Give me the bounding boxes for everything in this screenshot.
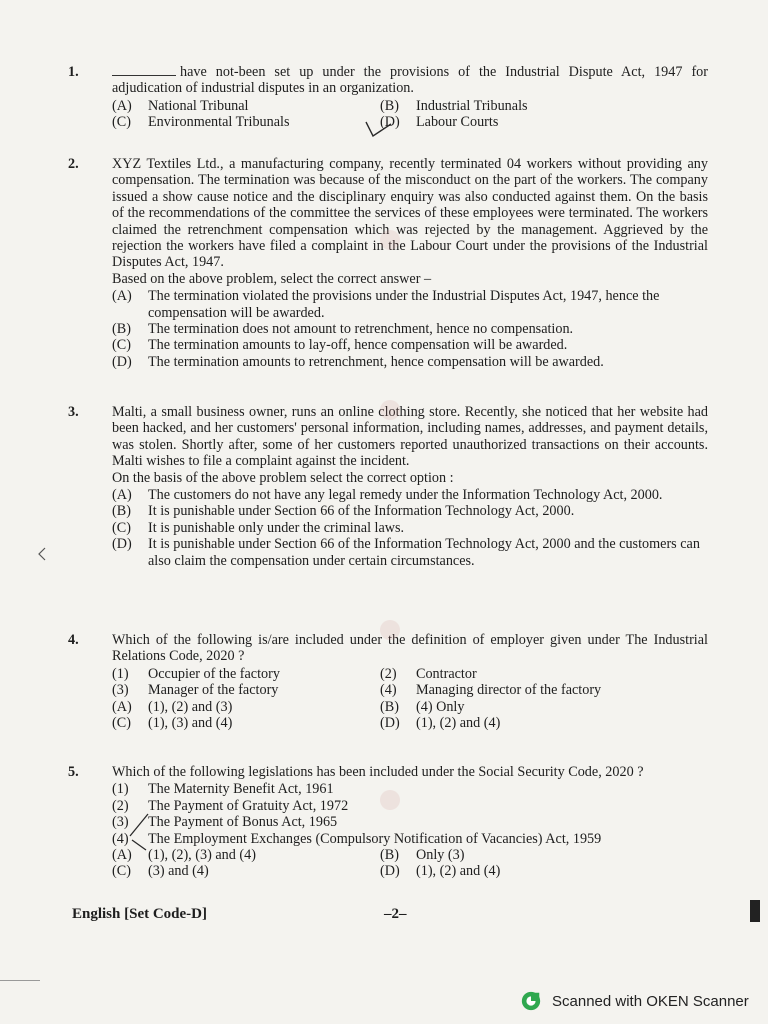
option-a: (A) National Tribunal [112, 97, 249, 114]
question-number: 3. [68, 404, 79, 420]
option-c: (C) (3) and (4) [112, 863, 209, 880]
question-prompt: Based on the above problem, select the correct answer – [112, 270, 432, 287]
option-c: (C) (1), (3) and (4) [112, 715, 233, 732]
page-number: –2– [384, 906, 407, 922]
question-number: 5. [68, 764, 79, 780]
question-number: 1. [68, 64, 79, 80]
option-b: (B) Only (3) [380, 847, 465, 864]
scanner-watermark [520, 990, 749, 1012]
item-2: (2) The Payment of Gratuity Act, 1972 [112, 797, 349, 814]
items-list [112, 781, 708, 847]
scanner-text: Scanned with OKEN Scanner [552, 992, 749, 1010]
option-a: (A) The customers do not have any legal remedy under the Information Technology Act, 2000. [112, 487, 663, 504]
option-d: (D) (1), (2) and (4) [380, 863, 501, 880]
item-3: (3) The Payment of Bonus Act, 1965 [112, 814, 338, 831]
question-stem: Which of the following is/are included under the definition of employer given under The Industrial Relations Code, 2020 ? [112, 632, 708, 665]
items-grid [112, 666, 708, 732]
option-d: (D) It is punishable under Section 66 of the Information Technology Act, 2000 and the customers can also claim the compensation under certain circumstances. [112, 536, 700, 569]
item-1: (1) The Maternity Benefit Act, 1961 [112, 781, 334, 798]
scan-edge-line [0, 980, 40, 981]
question-stem: Which of the following legislations has been included under the Social Security Code, 2020 ? [112, 764, 644, 780]
option-a: (A) (1), (2) and (3) [112, 698, 233, 715]
answer-blank [112, 75, 176, 76]
item-2: (2) Contractor [380, 665, 477, 682]
watermark-dot [380, 400, 400, 420]
question-stem: Malti, a small business owner, runs an online clothing store. Recently, she noticed that her website had been hacked, and her customers' personal information, including names, addresses, and payment details, was stolen. Shortly after, some of her customers reported unauthorized transactions on their accounts. Malti wishes to file a complaint against the incident. [112, 404, 708, 470]
option-a: (A) (1), (2), (3) and (4) [112, 847, 256, 864]
option-b: (B) Industrial Tribunals [380, 97, 528, 114]
option-c: (C) It is punishable only under the criminal laws. [112, 519, 405, 536]
watermark-dot [380, 620, 400, 640]
option-c: (C) The termination amounts to lay-off, hence compensation will be awarded. [112, 337, 568, 354]
options-grid [112, 847, 708, 880]
oken-scanner-icon [520, 990, 542, 1012]
scan-edge-smudge [750, 900, 760, 922]
option-a: (A) The termination violated the provisions under the Industrial Disputes Act, 1947, hence the compensation will be awarded. [112, 288, 660, 321]
question-number: 2. [68, 156, 79, 172]
set-code-label: English [Set Code-D] [72, 906, 208, 922]
pen-tick-mark [363, 118, 393, 140]
option-d: (D) The termination amounts to retrenchment, hence compensation will be awarded. [112, 353, 604, 370]
option-b: (B) (4) Only [380, 698, 465, 715]
option-d: (D) Labour Courts [380, 114, 499, 131]
item-1: (1) Occupier of the factory [112, 665, 280, 682]
margin-mark [36, 546, 48, 562]
option-d: (D) (1), (2) and (4) [380, 715, 501, 732]
watermark-dot [380, 790, 400, 810]
pen-slash-mark [128, 812, 150, 852]
option-b: (B) The termination does not amount to retrenchment, hence no compensation. [112, 321, 574, 338]
question-stem: have not-been set up under the provisions of the Industrial Dispute Act, 1947 for adjudication of industrial disputes in an organization. [112, 64, 708, 97]
watermark-dot [380, 230, 400, 250]
question-prompt: On the basis of the above problem select the correct option : [112, 469, 454, 486]
option-c: (C) Environmental Tribunals [112, 114, 290, 131]
item-3: (3) Manager of the factory [112, 682, 279, 699]
watermark-strip [380, 230, 402, 830]
question-number: 4. [68, 632, 79, 648]
item-4: (4) Managing director of the factory [380, 682, 602, 699]
page-footer [72, 906, 698, 923]
options-grid [112, 98, 708, 131]
options-list [112, 487, 708, 569]
option-b: (B) It is punishable under Section 66 of the Information Technology Act, 2000. [112, 503, 575, 520]
item-4: (4) The Employment Exchanges (Compulsory Notification of Vacancies) Act, 1959 [112, 830, 602, 847]
options-list [112, 288, 708, 370]
question-stem: XYZ Textiles Ltd., a manufacturing company, recently terminated 04 workers without providing any compensation. The termination was because of the misconduct on the part of the workers. The company issued a show cause notice and the disciplinary enquiry was also conducted against them. On the basis of the recommendations of the committee the services of these employees were terminated. The workers claimed the retrenchment compensation which was rejected by the management. Aggrieved by the rejection the workers have filed a complaint in the Labour Court under the provisions of the Industrial Disputes Act, 1947. [112, 156, 708, 271]
